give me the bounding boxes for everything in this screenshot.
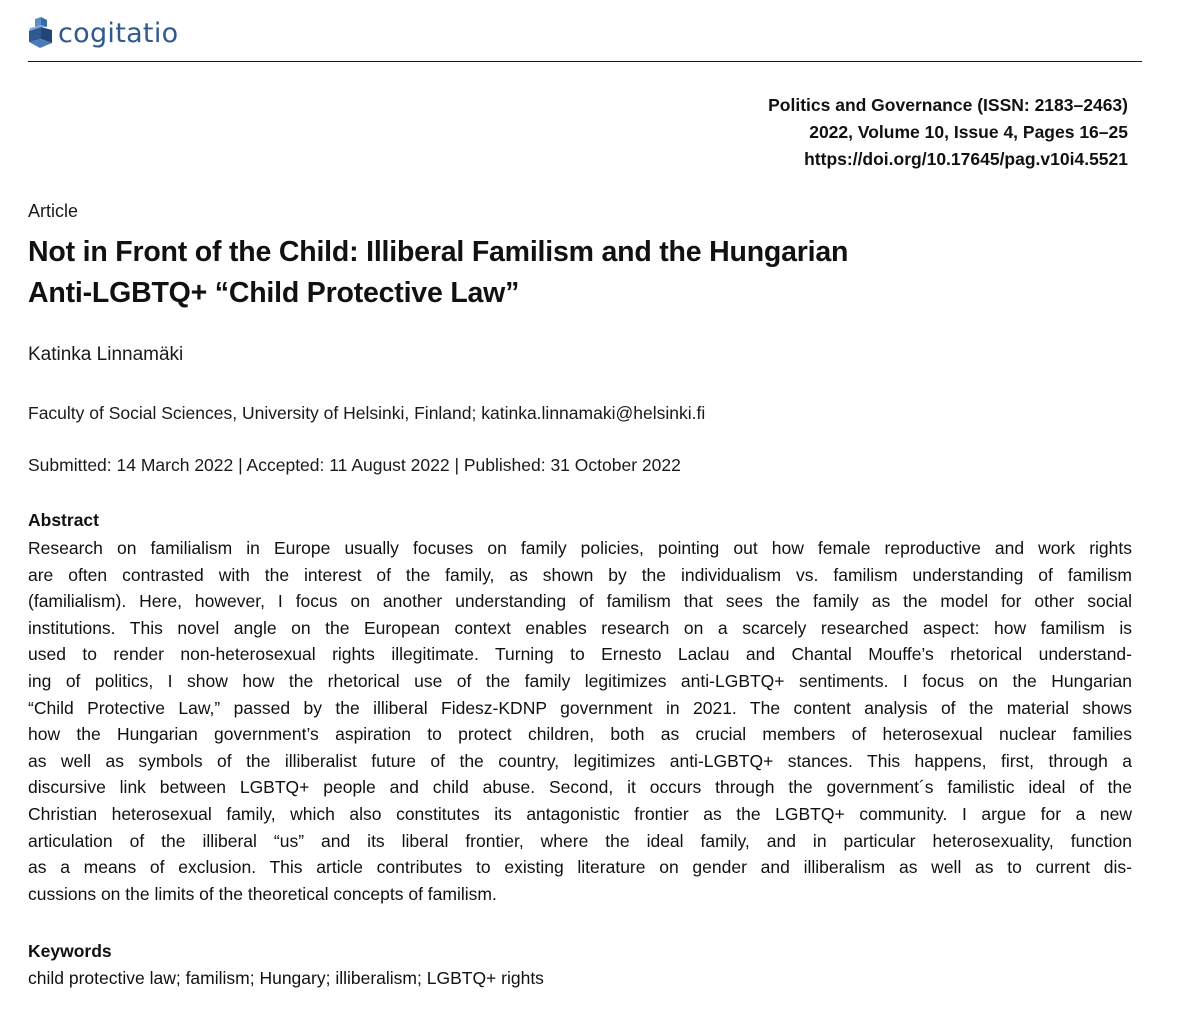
journal-volume: 2022, Volume 10, Issue 4, Pages 16–25 <box>809 122 1128 142</box>
abstract-line: used to render non-heterosexual rights illegitimate. Turning to Ernesto Laclau and Chantal Mouffe’s rhetorical understand- <box>28 644 1132 665</box>
abstract-heading: Abstract <box>28 510 99 530</box>
article-type: Article <box>28 201 79 221</box>
publisher-logo <box>26 14 178 54</box>
abstract-line: (familialism). Here, however, I focus on another understanding of familism that sees the family as the model for other social <box>28 591 1132 612</box>
abstract-line: Research on familialism in Europe usually focuses on family policies, pointing out how female reproductive and work rights <box>28 538 1132 558</box>
author-name: Katinka Linnamäki <box>28 344 184 365</box>
abstract-line: institutions. This novel angle on the European context enables research on a scarcely researched aspect: how familism is <box>28 617 1132 638</box>
abstract-line: Christian heterosexual family, which also constitutes its antagonistic frontier as the LGBTQ+ community. I argue for a new <box>28 803 1132 824</box>
abstract-line: are often contrasted with the interest of the family, as shown by the individualism vs. familism understanding of familism <box>28 564 1132 585</box>
abstract-line: how the Hungarian government’s aspiration to protect children, both as crucial members of heterosexual nuclear families <box>28 724 1132 745</box>
abstract-line: articulation of the illiberal “us” and its liberal frontier, where the ideal family, and in particular heterosexuality, function <box>28 830 1132 851</box>
journal-name: Politics and Governance (ISSN: 2183–2463) <box>768 95 1128 115</box>
journal-citation <box>768 92 1128 173</box>
article-title-line: Not in Front of the Child: Illiberal Familism and the Hungarian <box>28 236 849 268</box>
abstract-text <box>28 535 1132 907</box>
publisher-name: cogitatio <box>58 17 179 49</box>
article-title-line: Anti-LGBTQ+ “Child Protective Law” <box>28 277 520 309</box>
abstract-line: as well as symbols of the illiberalist future of the country, legitimizes anti-LGBTQ+ stances. This happens, first, through a <box>28 750 1132 771</box>
keywords-heading: Keywords <box>28 941 112 961</box>
abstract-line: as a means of exclusion. This article contributes to existing literature on gender and illiberalism as well as to current dis- <box>28 857 1132 878</box>
abstract-line: ing of politics, I show how the rhetorical use of the family legitimizes anti-LGBTQ+ sentiments. I focus on the Hungarian <box>28 670 1132 691</box>
cogitatio-logo-icon <box>26 15 54 53</box>
abstract-line: discursive link between LGBTQ+ people and child abuse. Second, it occurs through the government´s familistic ideal of the <box>28 777 1132 798</box>
author-affiliation: Faculty of Social Sciences, University of Helsinki, Finland; katinka.linnamaki@helsinki.fi <box>28 403 706 423</box>
publication-dates: Submitted: 14 March 2022 | Accepted: 11 August 2022 | Published: 31 October 2022 <box>28 455 681 475</box>
keywords-list: child protective law; familism; Hungary; illiberalism; LGBTQ+ rights <box>28 968 544 988</box>
abstract-line: cussions on the limits of the theoretical concepts of familism. <box>28 883 497 904</box>
abstract-line: “Child Protective Law,” passed by the illiberal Fidesz-KDNP government in 2021. The content analysis of the material shows <box>28 697 1132 718</box>
article-title <box>28 232 1148 314</box>
doi-link[interactable]: https://doi.org/10.17645/pag.v10i4.5521 <box>804 149 1128 169</box>
header-divider <box>28 61 1142 62</box>
